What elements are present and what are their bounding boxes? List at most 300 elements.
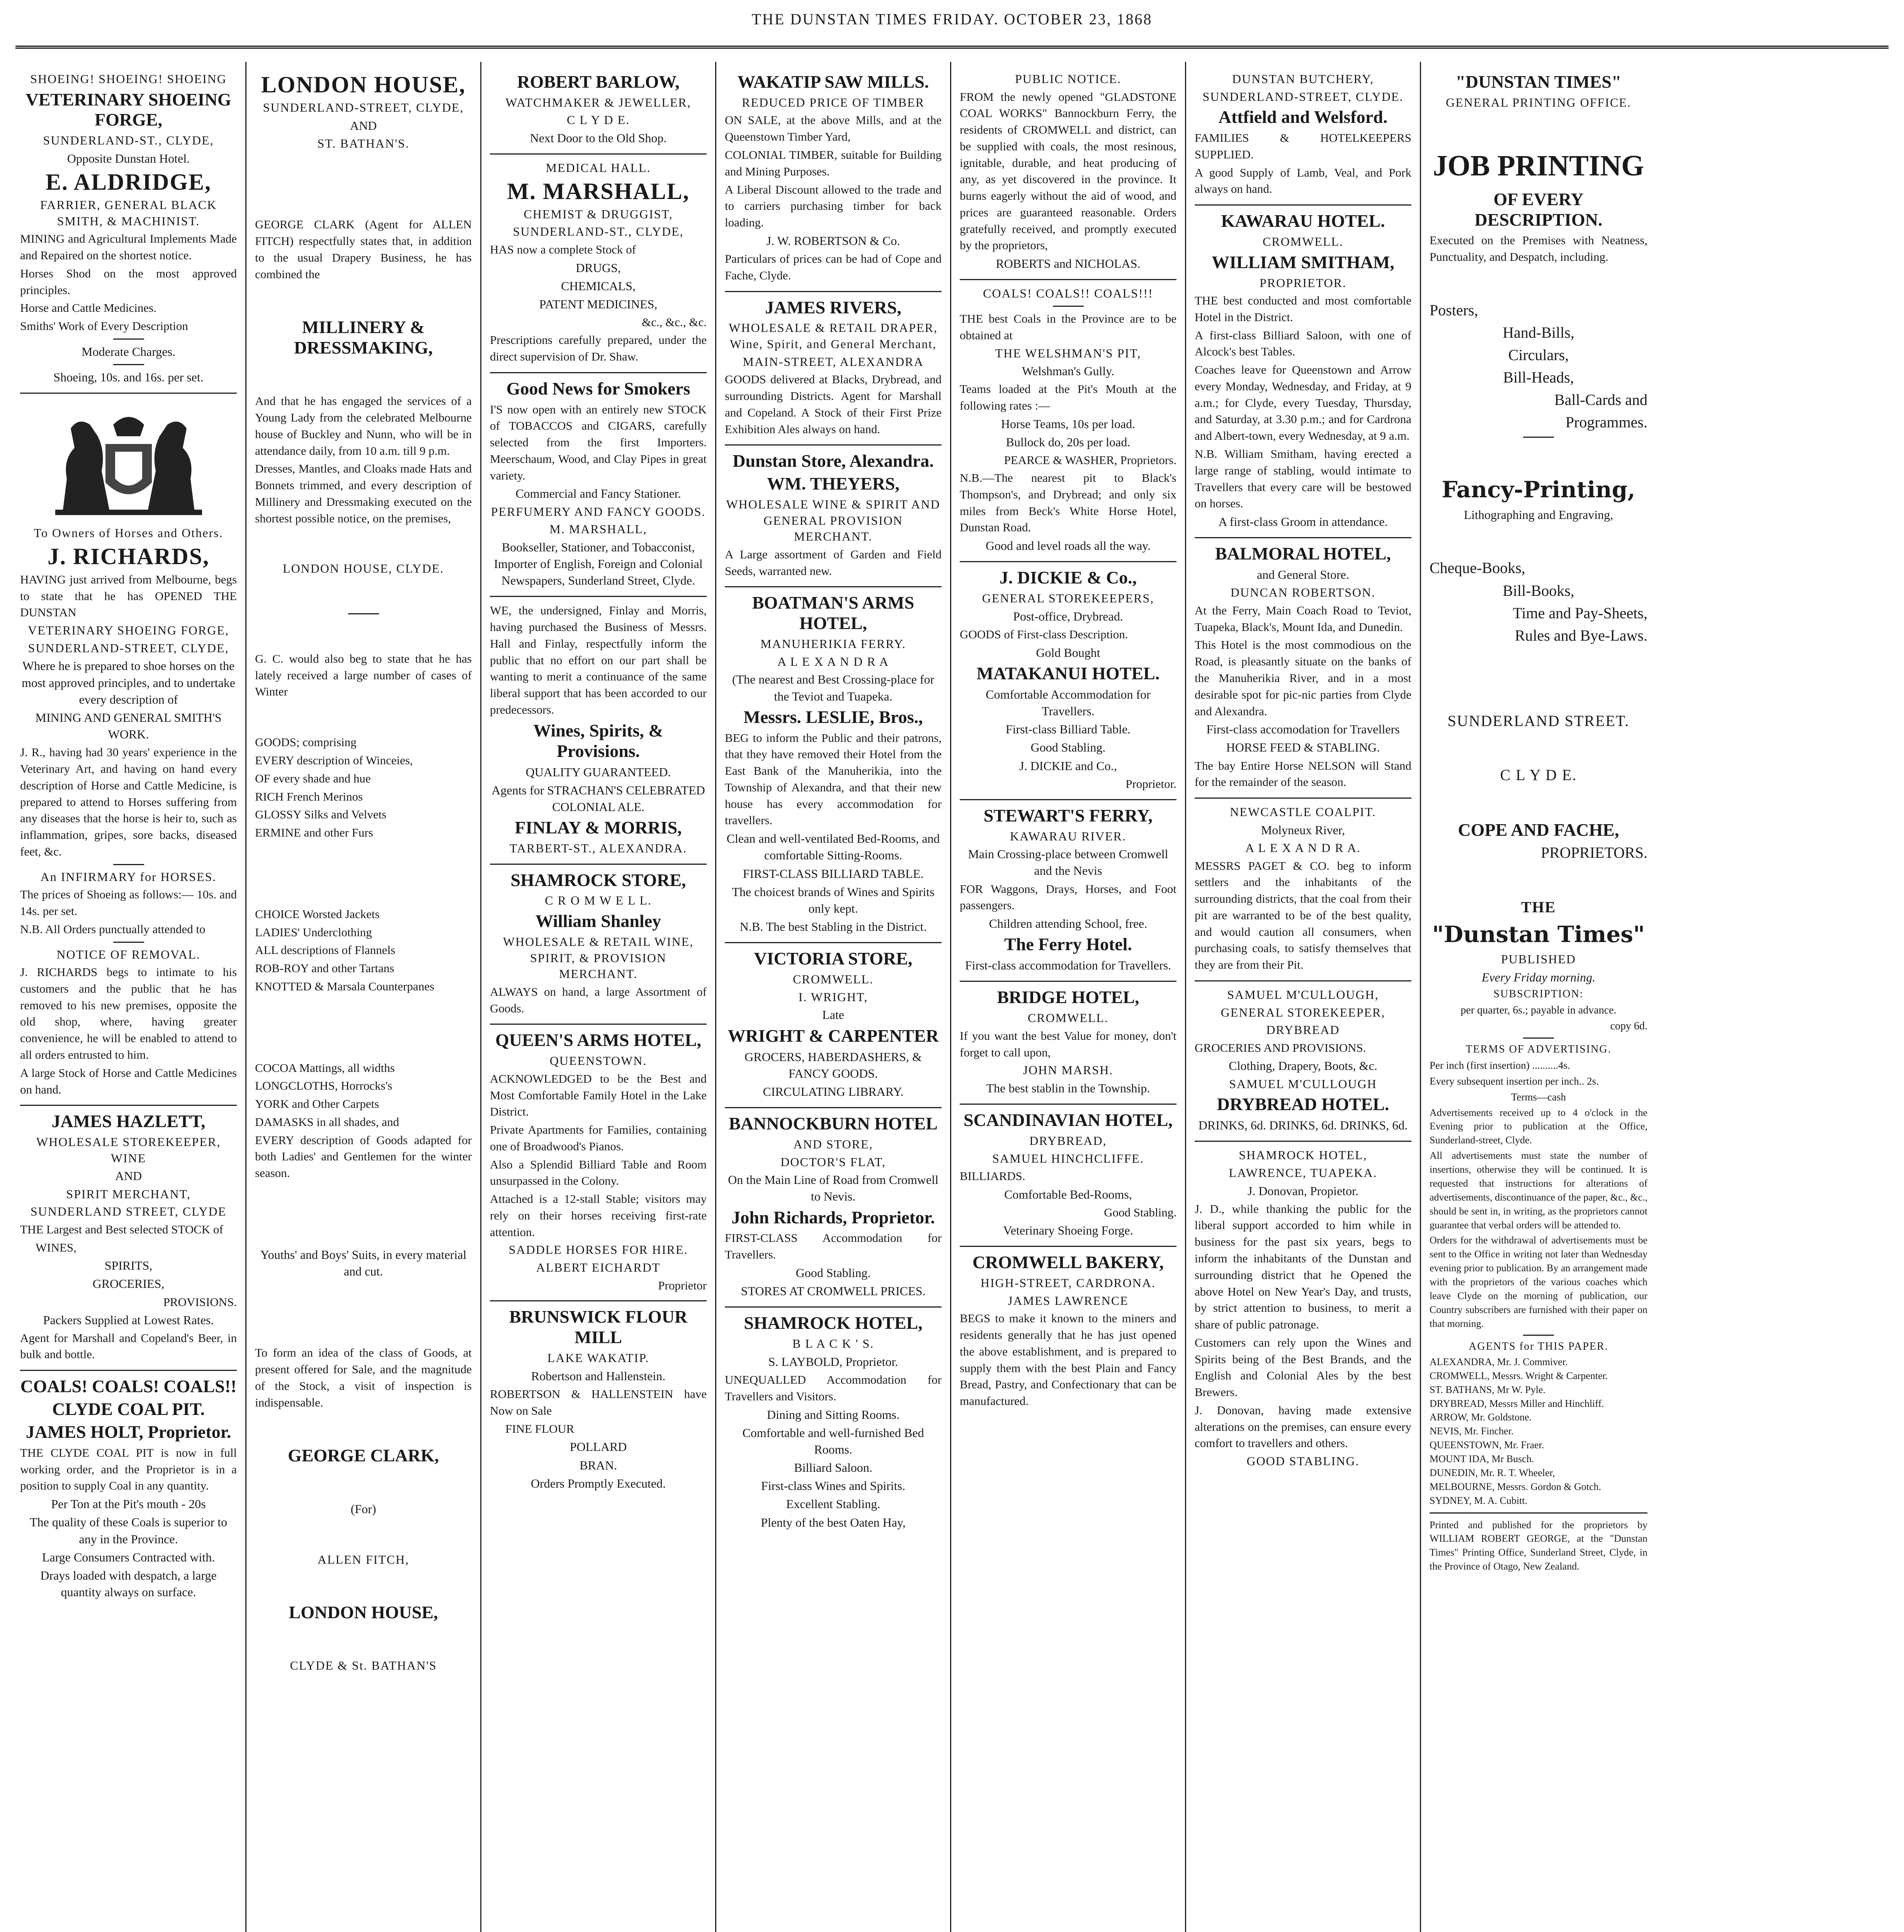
quality-text: QUALITY GUARANTEED.: [525, 765, 671, 779]
ad-scandinavian: [960, 1110, 1176, 1247]
queens-text-1: ACKNOWLEDGED to be the Best and Most Comfortable Family Hotel in the Lake District.: [490, 1071, 707, 1119]
divider: [1430, 1512, 1647, 1514]
wakatip-text-3: A Liberal Discount allowed to the trade and to carriers purchasing timber for back loading.: [725, 182, 942, 230]
boatmans-text-4: FIRST-CLASS BILLIARD TABLE.: [743, 866, 924, 881]
dickie-post: Post-office, Drybread.: [1013, 609, 1123, 623]
roberts-nicholas: ROBERTS and NICHOLAS.: [996, 257, 1141, 271]
ad-bridge-hotel: [960, 987, 1176, 1105]
orders-note: N.B. All Orders punctually attended to: [20, 922, 206, 936]
executed-text: Executed on the Premises with Neatness, Punctuality, and Despatch, including.: [1430, 233, 1647, 264]
barlow-text: Next Door to the Old Shop.: [530, 131, 667, 145]
column-1: [12, 62, 246, 1932]
shanley-name: William Shanley: [535, 911, 661, 931]
hazlett-text-2: Packers Supplied at Lowest Rates.: [43, 1313, 214, 1327]
balmoral-text-5: The bay Entire Horse NELSON will Stand for the remainder of the season.: [1195, 759, 1411, 789]
perfumery-heading: PERFUMERY AND FANCY GOODS.: [491, 504, 706, 519]
ad-wakatip-mills: [725, 72, 942, 292]
aldridge-trade: FARRIER, GENERAL BLACK SMITH, & MACHINIST.: [40, 198, 217, 228]
ad-victoria-store: [725, 949, 942, 1108]
chemicals-item: CHEMICALS,: [561, 279, 636, 293]
boatmans-text-2: BEG to inform the Public and their patrons, that they have removed their Hotel from the East Bank of the Manuherikia, into the Township of Alexandra, and that their new house has every accommodation for travellers.: [725, 731, 942, 827]
spacer: [255, 153, 472, 215]
goods-item: GOODS; comprising: [255, 735, 357, 749]
bakery-title: CROMWELL BAKERY,: [972, 1252, 1164, 1272]
divider: [113, 864, 144, 865]
masthead-text: THE DUNSTAN TIMES FRIDAY. OCTOBER 23, 1868: [751, 10, 1153, 28]
george-clark-sign: GEORGE CLARK,: [287, 1446, 439, 1466]
agent-item: MELBOURNE, Messrs. Gordon & Gotch.: [1430, 1481, 1601, 1492]
queens-text-2: Private Apartments for Families, containing one of Broadwood's Pianos.: [490, 1123, 707, 1153]
shamrock-text-2: Dining and Sitting Rooms.: [767, 1407, 900, 1422]
finlay-text: WE, the undersigned, Finlay and Morris, having purchased the Business of Messrs. Hall and Finlay, respectfully inform the public that no effort on our part shall be wanting to merit a continuance of the same liberal support that has been accorded to our predecessors.: [490, 604, 707, 716]
marshall-text-2: Prescriptions carefully prepared, under the direct supervision of Dr. Shaw.: [490, 333, 707, 363]
column-4: [716, 62, 951, 1932]
ad-shamrock-hotel: [725, 1313, 942, 1538]
boatmans-text-3: Clean and well-ventilated Bed-Rooms, and comfortable Sitting-Rooms.: [726, 832, 940, 862]
goods-item: DAMASKS in all shades, and: [255, 1115, 399, 1129]
balmoral-text-1: At the Ferry, Main Coach Road to Teviot, Tuapeka, Black's, Mount Ida, and Dunedin.: [1195, 603, 1411, 634]
mccullough-trade: GENERAL STOREKEEPER,: [1221, 1005, 1386, 1019]
ad-boatmans-arms: [725, 593, 942, 943]
ad-smokers: [490, 379, 707, 597]
london-house-sign: LONDON HOUSE,: [289, 1602, 438, 1622]
barlow-trade: WATCHMAKER & JEWELLER,: [505, 95, 691, 109]
medical-hall-heading: MEDICAL HALL.: [546, 161, 651, 175]
goods-item: EVERY description of Goods adapted for both Ladies' and Gentlemen for the winter season.: [255, 1133, 472, 1180]
spacer: [255, 702, 472, 733]
spacer: [1430, 733, 1647, 764]
london-text-4: G. C. would also beg to state that he has lately received a large number of cases of Winter: [255, 651, 472, 699]
drybread-hotel: DRYBREAD HOTEL.: [1217, 1094, 1389, 1114]
victoria-town: CROMWELL.: [792, 972, 874, 986]
brunswick-owners: Robertson and Hallenstein.: [531, 1369, 666, 1383]
column-7: [1421, 62, 1656, 1932]
terms-heading: TERMS OF ADVERTISING.: [1465, 1043, 1612, 1056]
smokers-heading: Good News for Smokers: [506, 378, 690, 398]
shamrock-blacks: B L A C K ' S.: [792, 1337, 874, 1351]
bridge-text-2: The best stablin in the Township.: [986, 1081, 1150, 1095]
richards-text-2: Where he is prepared to shoe horses on the most approved principles, and to undertake every description of: [22, 659, 235, 706]
kawarau-title: KAWARAU HOTEL.: [1221, 211, 1385, 231]
agent-item: SYDNEY, M. A. Cubitt.: [1430, 1495, 1528, 1506]
welshmans-pit: THE WELSHMAN'S PIT,: [995, 346, 1141, 360]
divider: [1523, 1335, 1554, 1336]
mccullough-name-2: SAMUEL M'CULLOUGH: [1229, 1077, 1377, 1091]
spacer: [255, 1412, 472, 1443]
gold-bought: Gold Bought: [1036, 645, 1100, 660]
ad-shamrock-lawrence: [1195, 1147, 1411, 1476]
queens-arms-title: QUEEN'S ARMS HOTEL,: [495, 1030, 701, 1050]
bannockburn-stores: STORES AT CROMWELL PRICES.: [741, 1284, 926, 1298]
london-text-2: And that he has engaged the services of a Young Lady from the celebrated Melbourne house of Buckley and Nunn, who will be in attendance daily, from 10 a.m. till 9 p.m.: [255, 394, 472, 457]
butchery-text-1: FAMILIES & HOTELKEEPERS SUPPLIED.: [1195, 131, 1411, 161]
hazlett-trade-2: AND: [115, 1169, 142, 1183]
ad-shamrock-store: [490, 870, 707, 1025]
donovan-text-3: J. Donovan, having made extensive alterations on the premises, can ensure every comfort to travellers and others.: [1195, 1403, 1411, 1450]
hazlett-text-1: THE Largest and Best selected STOCK of: [20, 1222, 223, 1236]
eichardt-proprietor: Proprietor: [658, 1278, 707, 1292]
agent-item: NEVIS, Mr. Fincher.: [1430, 1425, 1514, 1437]
sunderland-street: SUNDERLAND STREET.: [1447, 712, 1630, 730]
kawarau-river: KAWARAU RIVER.: [1010, 829, 1126, 843]
bridge-text-1: If you want the best Value for money, don't forget to call upon,: [960, 1029, 1176, 1059]
notice-text: FROM the newly opened "GLADSTONE COAL WORKS" Bannockburn Ferry, the residents of CROMWELL and district, can be supplied with coals, the most resinous, ignitable, durable, and heat producing of any, as yet discovered in the province. It burns eagerly without the aid of wood, and prices are guaranteed reasonable. Orders gratefully received, and promptly executed by the proprietors,: [960, 90, 1176, 252]
bridge-town: CROMWELL.: [1027, 1011, 1109, 1025]
holt-text-4: Large Consumers Contracted with.: [42, 1550, 215, 1564]
grocers-text: GROCERS, HABERDASHERS, & FANCY GOODS.: [745, 1049, 922, 1080]
welsh-text-3: N.B.—The nearest pit to Black's Thompson's, and Drybread; and only six miles from Beck's White Horse Hotel, Dunstan Road.: [960, 471, 1176, 534]
hazlett-trade-1: WHOLESALE STOREKEEPER, WINE: [36, 1135, 221, 1165]
ad-finlay-morris: [490, 602, 707, 864]
aldridge-name: E. ALDRIDGE,: [45, 169, 212, 195]
mccullough-name: SAMUEL M'CULLOUGH,: [1227, 987, 1379, 1002]
divider: [348, 613, 379, 614]
terms-text-1: Advertisements received up to 4 o'clock in the Evening prior to publication at the Office, Sunderland-street, Clyde.: [1430, 1107, 1647, 1146]
billiards: BILLIARDS.: [960, 1169, 1025, 1183]
wines-heading: Wines, Spirits, & Provisions.: [533, 720, 663, 761]
lawrence-name: JAMES LAWRENCE: [1008, 1293, 1129, 1308]
queens-town: QUEENSTOWN.: [549, 1054, 647, 1068]
ball-cards: Ball-Cards and: [1554, 391, 1647, 409]
hazlett-text-3: Agent for Marshall and Copeland's Beer, in bulk and bottle.: [20, 1331, 237, 1361]
ad-hazlett: [20, 1111, 237, 1371]
wright-name: I. WRIGHT,: [798, 990, 868, 1004]
goods-item: LONGCLOTHS, Horrocks's: [255, 1079, 393, 1093]
reduced-price: REDUCED PRICE OF TIMBER: [741, 95, 925, 109]
london-house-clyde: LONDON HOUSE, CLYDE.: [282, 561, 444, 576]
mccullough-text-2: Clothing, Drapery, Boots, &c.: [1229, 1059, 1377, 1073]
rivers-text: GOODS delivered at Blacks, Drybread, and surrounding Districts. Agent for Marshall and Copeland. A Stock of their First Prize Exhibition Ales always on hand.: [725, 372, 942, 436]
dickie-sign: J. DICKIE and Co.,: [1019, 759, 1117, 773]
infirmary-text: The prices of Shoeing as follows:— 10s. and 14s. per set.: [20, 888, 237, 918]
spacer: [255, 361, 472, 391]
terms-line-2: Every subsequent insertion per inch.. 2s.: [1430, 1075, 1599, 1087]
cheque-books: Cheque-Books,: [1430, 559, 1525, 577]
wakatip-text-1: ON SALE, at the above Mills, and at the Queenstown Timber Yard,: [725, 113, 942, 144]
terms-line-1: Per inch (first insertion) ..........4s.: [1430, 1059, 1570, 1071]
fancy-printing: Fancy-Printing,: [1442, 476, 1635, 503]
column-6: [1186, 62, 1421, 1932]
masthead: [0, 0, 1904, 58]
ad-brunswick-mill: [490, 1307, 707, 1498]
column-2: [246, 62, 481, 1932]
scandinavian-title: SCANDINAVIAN HOTEL,: [963, 1110, 1173, 1130]
terms-text-2: All advertisements must state the number of insertions, otherwise they will be continued. It is requested that instructions for alterations of advertisements, discontinuance of the paper, &c., &c., should be sent in, in writing, as the proprietors cannot guarantee that verbal orders will be attended to.: [1430, 1150, 1647, 1231]
allen-fitch-sign: ALLEN FITCH,: [317, 1552, 410, 1566]
welsh-text-4: Good and level roads all the way.: [985, 539, 1151, 553]
goods-item: KNOTTED & Marsala Counterpanes: [255, 979, 435, 993]
aldridge-text-2: Horses Shod on the most approved principles.: [20, 266, 237, 297]
ad-dunstan-store: [725, 451, 942, 587]
bakery-text: BEGS to make it known to the miners and residents generally that he has just opened the above establishment, and is prepared to supply them with the best Plain and Fancy Bread, Pastry, and Confectionary that can be manufactured.: [960, 1311, 1176, 1408]
boatmans-title: BOATMAN'S ARMS HOTEL,: [752, 593, 915, 633]
goods-item: YORK and Other Carpets: [255, 1097, 379, 1111]
marshall-address: SUNDERLAND-ST., CLYDE,: [513, 224, 684, 239]
shamrock-text-5: First-class Wines and Spirits.: [761, 1479, 906, 1493]
lithographing: Lithographing and Engraving,: [1464, 508, 1613, 522]
ad-kawarau-hotel: [1195, 211, 1411, 538]
brunswick-title: BRUNSWICK FLOUR MILL: [509, 1307, 688, 1347]
ad-london-house: [255, 72, 472, 1681]
coals-heading-2: COALS! COALS!! COALS!!!: [983, 286, 1153, 301]
for-text: (For): [350, 1502, 376, 1516]
marsh-name: JOHN MARSH.: [1023, 1063, 1114, 1077]
divider: [1053, 306, 1084, 307]
goods-item: ROB-ROY and other Tartans: [255, 961, 394, 975]
shanley-trade: WHOLESALE & RETAIL WINE, SPIRIT, & PROVISION MERCHANT.: [503, 934, 694, 981]
spacer: [255, 1183, 472, 1245]
good-stabling: GOOD STABLING.: [1246, 1454, 1360, 1468]
late-text: Late: [822, 1008, 844, 1022]
forge-address: SUNDERLAND-ST., CLYDE,: [43, 133, 214, 148]
agent-item: CROMWELL, Messrs. Wright & Carpenter.: [1430, 1370, 1608, 1381]
stewarts-text-1: Main Crossing-place between Cromwell and the Nevis: [968, 847, 1168, 878]
shamrock-store-title: SHAMROCK STORE,: [510, 870, 686, 890]
brunswick-text: ROBERTSON & HALLENSTEIN have Now on Sale: [490, 1387, 707, 1417]
ad-public-notice: [960, 71, 1176, 280]
spacer: [1430, 648, 1647, 709]
ad-stewarts-ferry: [960, 806, 1176, 982]
butchery-text-2: A good Supply of Lamb, Veal, and Pork always on hand.: [1195, 165, 1411, 196]
spacer: [255, 578, 472, 609]
richards-address: SUNDERLAND-STREET, CLYDE,: [28, 641, 229, 655]
masthead-rule: [15, 46, 1889, 49]
goods-item: EVERY description of Winceies,: [255, 753, 413, 767]
ad-barlow: [490, 72, 707, 155]
time-sheets: Time and Pay-Sheets,: [1513, 604, 1647, 622]
owners-heading: To Owners of Horses and Others.: [34, 526, 223, 540]
hazlett-name: JAMES HAZLETT,: [51, 1111, 206, 1131]
scandinavian-town: DRYBREAD,: [1029, 1133, 1107, 1148]
richards-text-1: HAVING just arrived from Melbourne, begs to state that he has OPENED THE DUNSTAN: [20, 572, 237, 619]
richards-text-4: J. R., having had 30 years' experience in the Veterinary Art, and having on hand every description of Horse and Cattle Medicine, is prepared to attend to Horses suffering from any diseases that the horse is heir to, such as inflammation, gripes, sore backs, diseased feet, &c.: [20, 745, 237, 858]
kawarau-text-3: Coaches leave for Queenstown and Arrow every Monday, Wednesday, and Friday, at 9 a.m.; for Clyde, every Tuesday, Thursday, and Saturday, at 3.30 p.m.; and for Cardrona and Albert-town, every Wednesday, at 9 a.m.: [1195, 363, 1411, 443]
robertson-name: J. W. ROBERTSON & Co.: [766, 233, 900, 248]
donovan-text-2: Customers can rely upon the Wines and Spirits being of the Best Brands, and the English and Colonial Ales by the best Brewers.: [1195, 1335, 1411, 1399]
robertson-name-2: DUNCAN ROBERTSON.: [1230, 585, 1376, 600]
hand-bills: Hand-Bills,: [1503, 324, 1574, 342]
barlow-name: ROBERT BARLOW,: [517, 72, 680, 92]
programmes: Programmes.: [1565, 413, 1647, 431]
bill-heads: Bill-Heads,: [1503, 369, 1574, 386]
divider: [113, 364, 144, 365]
ad-clyde-coal-pit: [20, 1376, 237, 1607]
newcastle-town: A L E X A N D R A.: [1245, 840, 1361, 855]
holt-text-1: THE CLYDE COAL PIT is now in full working order, and the Proprietor is in a position to supply Coal in any quantity.: [20, 1446, 237, 1493]
spacer: [1430, 865, 1647, 896]
circulars: Circulars,: [1508, 346, 1569, 364]
victoria-title: VICTORIA STORE,: [754, 949, 913, 969]
hazlett-groceries: GROCERIES,: [92, 1277, 165, 1291]
bullock-teams: Bullock do, 20s per load.: [1006, 435, 1130, 449]
butchery-address: SUNDERLAND-STREET, CLYDE.: [1202, 89, 1404, 104]
cope-fache: COPE AND FACHE,: [1458, 820, 1619, 840]
wakatip-text-2: COLONIAL TIMBER, suitable for Building and Mining Purposes.: [725, 148, 942, 178]
goods-item: RICH French Merinos: [255, 789, 363, 803]
spacer: [255, 618, 472, 649]
agent-item: DUNEDIN, Mr. R. T. Wheeler,: [1430, 1467, 1555, 1478]
drinks-text: DRINKS, 6d. DRINKS, 6d. DRINKS, 6d.: [1198, 1118, 1408, 1133]
rivers-address: MAIN-STREET, ALEXANDRA: [743, 354, 924, 369]
butchery-title: DUNSTAN BUTCHERY,: [1232, 72, 1374, 86]
matakanui-text-2: First-class Billiard Table.: [1005, 722, 1131, 736]
welsh-text-2: Teams loaded at the Pit's Mouth at the following rates :—: [960, 382, 1176, 413]
ad-bannockburn: [725, 1114, 942, 1308]
ferry-text: First-class accommodation for Travellers.: [965, 958, 1171, 973]
marshall-text-1: HAS now a complete Stock of: [490, 243, 636, 257]
agent-item: MOUNT IDA, Mr Busch.: [1430, 1453, 1534, 1465]
subscription-heading: SUBSCRIPTION:: [1493, 988, 1584, 1000]
spacer: [255, 1569, 472, 1600]
divider: [113, 942, 144, 943]
leslie-name: Messrs. LESLIE, Bros.,: [743, 707, 923, 727]
balmoral-store: and General Store.: [1256, 568, 1349, 582]
kawarau-text-1: THE best conducted and most comfortable Hotel in the District.: [1195, 294, 1411, 324]
spacer: [1430, 525, 1647, 556]
clyde-pit-title: CLYDE COAL PIT.: [52, 1399, 205, 1419]
horse-teams: Horse Teams, 10s per load.: [1001, 417, 1136, 431]
holt-text-3: The quality of these Coals is superior to any in the Province.: [29, 1515, 227, 1546]
chemist-trade: CHEMIST & DRUGGIST,: [524, 207, 673, 221]
agent-item: ST. BATHANS, Mr W. Pyle.: [1430, 1384, 1546, 1395]
spacer: [255, 1468, 472, 1499]
boatmans-town: A L E X A N D R A: [777, 654, 889, 668]
barlow-town: C L Y D E.: [566, 113, 630, 127]
rivers-name: JAMES RIVERS,: [765, 297, 901, 317]
matakanui-text-3: Good Stabling.: [1030, 740, 1106, 755]
public-notice-heading: PUBLIC NOTICE.: [1015, 72, 1122, 86]
ad-richards: [20, 401, 237, 1106]
divider: [113, 338, 144, 340]
ad-balmoral: [1195, 544, 1411, 799]
balmoral-title: BALMORAL HOTEL,: [1215, 544, 1391, 564]
spacer: [255, 1281, 472, 1343]
smitham-proprietor: PROPRIETOR.: [1259, 276, 1346, 290]
finlay-address: TARBERT-ST., ALEXANDRA.: [509, 841, 687, 855]
dunstan-store-title: Dunstan Store, Alexandra.: [733, 451, 934, 471]
london-text-5: Youths' and Boys' Suits, in every material and cut.: [260, 1248, 467, 1279]
clyde-town: C L Y D E.: [1500, 766, 1577, 784]
hazlett-wines: WINES,: [36, 1240, 76, 1254]
ad-dunstan-butchery: [1195, 71, 1411, 206]
divider: [1523, 437, 1554, 438]
shamrock-text-3: Comfortable and well-furnished Bed Rooms.: [742, 1425, 924, 1456]
holt-text-2: Per Ton at the Pit's mouth - 20s: [51, 1497, 206, 1511]
column-3: [481, 62, 716, 1932]
patent-item: PATENT MEDICINES,: [539, 297, 658, 311]
mccullough-town: DRYBREAD: [1266, 1023, 1340, 1037]
scand-text-1: Comfortable Bed-Rooms,: [1004, 1187, 1132, 1201]
london-text-6: To form an idea of the class of Goods, at present offered for Sale, and the magnitude of the Stock, a visit of inspection is indispensable.: [255, 1346, 472, 1409]
agent-item: QUEENSTOWN, Mr. Fraer.: [1430, 1439, 1544, 1451]
matakanui-text-1: Comfortable Accommodation for Travellers.: [986, 687, 1151, 718]
goods-item: CHOICE Worsted Jackets: [255, 907, 380, 921]
kawarau-text-5: A first-class Groom in attendance.: [1218, 515, 1388, 529]
agents-heading: AGENTS for THIS PAPER.: [1469, 1340, 1608, 1352]
dunstan-times-heading: "DUNSTAN TIMES": [1455, 72, 1622, 92]
aldridge-text-3: Horse and Cattle Medicines.: [20, 301, 156, 315]
wakatip-text-4: Particulars of prices can be had of Cope and Fache, Clyde.: [725, 252, 942, 282]
terms-text-3: Orders for the withdrawal of advertisements must be sent to the Office in writing not later than Wednesday evening prior to publication. By an arrangement made with the proprietors of the various coaches which leave Clyde on the morning of publication, our Country subscribers are furnished with their paper on that morning.: [1430, 1235, 1647, 1329]
agent-item: ARROW, Mr. Goldstone.: [1430, 1412, 1532, 1423]
saddle-horses: SADDLE HORSES FOR HIRE.: [508, 1243, 688, 1257]
columns: [12, 62, 1892, 1932]
balmoral-text-4: HORSE FEED & STABLING.: [1226, 740, 1380, 755]
dickie-name: J. DICKIE & Co.,: [999, 568, 1137, 588]
molyneux-river: Molyneux River,: [1261, 823, 1345, 837]
stewarts-text-2: FOR Waggons, Drays, Horses, and Foot passengers.: [960, 882, 1176, 912]
hazlett-spirits: SPIRITS,: [104, 1259, 153, 1273]
bannockburn-flat: DOCTOR'S FLAT,: [780, 1155, 886, 1169]
hinchcliffe-name: SAMUEL HINCHCLIFFE.: [992, 1151, 1144, 1165]
theyers-trade: WHOLESALE WINE & SPIRIT AND GENERAL PROVISION MERCHANT.: [726, 497, 940, 544]
wright-carpenter: WRIGHT & CARPENTER: [728, 1026, 939, 1046]
proprietors: PROPRIETORS.: [1540, 844, 1647, 862]
london-house-and: AND: [350, 118, 377, 133]
hazlett-address: SUNDERLAND STREET, CLYDE: [30, 1204, 227, 1219]
aldridge-text-1: MINING and Agricultural Implements Made and Repaired on the shortest notice.: [20, 232, 237, 262]
bannockburn-text: On the Main Line of Road from Cromwell to Nevis.: [728, 1173, 938, 1204]
removal-text: J. RICHARDS begs to intimate to his customers and the public that he has removed to his new premises, opposite the old shop, where, having greater convenience, he will be enabled to attend to all orders entrusted to him.: [20, 965, 237, 1061]
column-5: [951, 62, 1186, 1932]
dickie-proprietor: Proprietor.: [1125, 777, 1176, 791]
theyers-text: A Large assortment of Garden and Field Seeds, warranted new.: [725, 547, 942, 578]
library-text: CIRCULATING LIBRARY.: [763, 1084, 904, 1099]
smitham-name: WILLIAM SMITHAM,: [1212, 252, 1394, 272]
every-description: OF EVERY DESCRIPTION.: [1474, 189, 1603, 230]
spacer: [1430, 112, 1647, 143]
smokers-text: I'S now open with an entirely new STOCK of TOBACCOS and CIGARS, carefully selected from the first Importers. Meerschaum, Wood, and Clay Pipes in great variety.: [490, 402, 707, 482]
horse-crest-icon: [40, 401, 218, 517]
kawarau-text-2: A first-class Billiard Saloon, with one of Alcock's best Tables.: [1195, 328, 1411, 359]
published-text: PUBLISHED: [1501, 952, 1576, 966]
agents-text: Agents for STRACHAN'S CELEBRATED COLONIAL ALE.: [491, 783, 705, 814]
spacer: [255, 997, 472, 1058]
shamrock-text-7: Plenty of the best Oaten Hay,: [761, 1515, 906, 1529]
london-house-st-bathans: ST. BATHAN'S.: [317, 136, 410, 150]
dickie-text: GOODS of First-class Description.: [960, 628, 1128, 641]
london-house-title: LONDON HOUSE,: [261, 72, 466, 97]
posters: Posters,: [1430, 301, 1478, 319]
rivers-trade: WHOLESALE & RETAIL DRAPER, Wine, Spirit, and General Merchant,: [729, 321, 938, 351]
coals-heading: COALS! COALS! COALS!!: [20, 1376, 237, 1396]
forge-title: VETERINARY SHOEING FORGE,: [26, 89, 231, 130]
etc-item: &c., &c., &c.: [642, 315, 707, 329]
divider: [1523, 1037, 1554, 1039]
forge-opposite: Opposite Dunstan Hotel.: [67, 151, 190, 165]
hazlett-provisions: PROVISIONS.: [163, 1295, 237, 1309]
stewarts-text-3: Children attending School, free.: [989, 917, 1148, 931]
richards-text-3: MINING AND GENERAL SMITH'S WORK.: [35, 710, 222, 742]
stewarts-title: STEWART'S FERRY,: [983, 805, 1153, 825]
ad-cromwell-bakery: [960, 1252, 1176, 1417]
boatmans-text-6: N.B. The best Stabling in the District.: [740, 920, 927, 934]
bridge-title: BRIDGE HOTEL,: [997, 987, 1139, 1007]
goods-item: ALL descriptions of Flannels: [255, 943, 396, 957]
spacer: [1430, 787, 1647, 818]
bill-books: Bill-Books,: [1503, 582, 1574, 599]
hazlett-trade-3: SPIRIT MERCHANT,: [66, 1187, 191, 1201]
spacer: [255, 1625, 472, 1656]
welsh-text-1: THE best Coals in the Province are to be obtained at: [960, 312, 1176, 342]
stationer-text: Commercial and Fancy Stationer.: [515, 486, 681, 501]
dickie-trade: GENERAL STOREKEEPERS,: [982, 591, 1154, 605]
the-text: THE: [1521, 898, 1556, 916]
subscription-text: per quarter, 6s.; payable in advance.: [1460, 1004, 1617, 1016]
balmoral-text-3: First-class accomodation for Travellers: [1206, 722, 1400, 736]
kawarau-town: CROMWELL.: [1262, 235, 1344, 249]
london-text-3: Dresses, Mantles, and Cloaks made Hats and Bonnets trimmed, and every description of Millinery and Dressmaking executed on the shortest possible notice, on the premises,: [255, 462, 472, 525]
